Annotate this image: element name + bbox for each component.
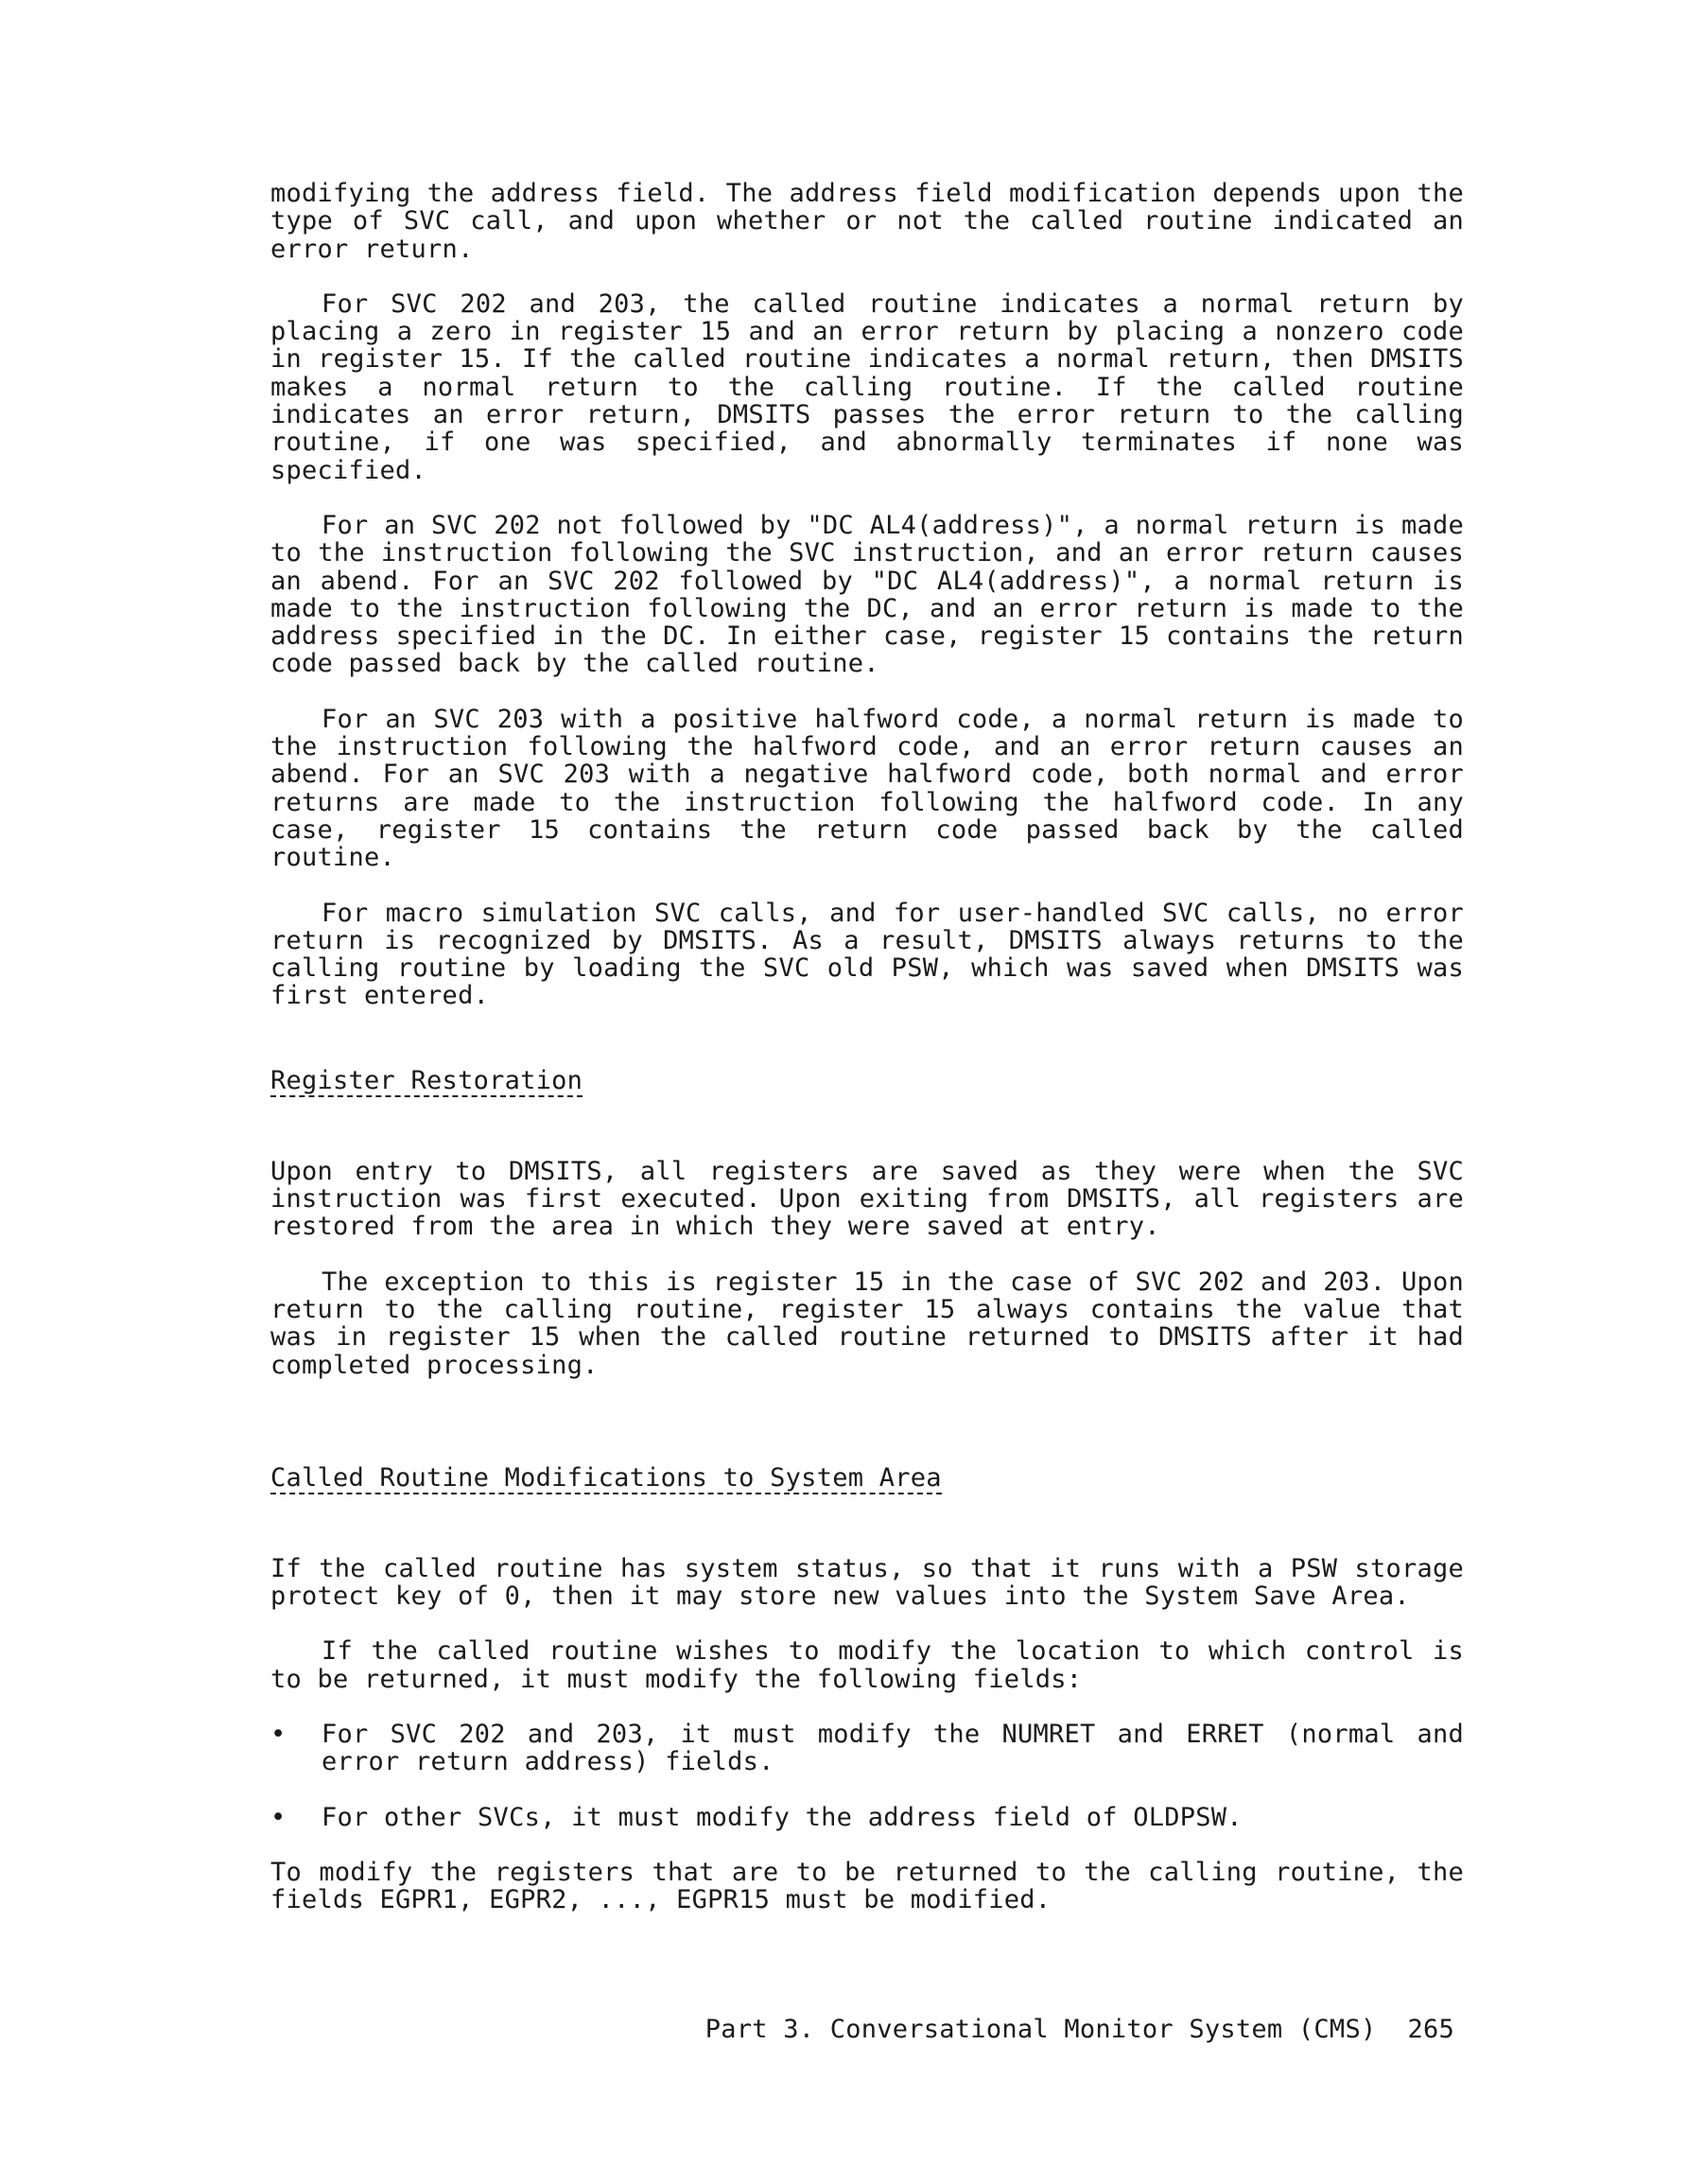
paragraph-svc-203-halfword: For an SVC 203 with a positive halfword code, a normal return is made to the instruction following the halfword code, and an error return causes an abend. For an SVC 203 with a negative halfword code, both normal and error returns are made to the instruction following the halfword code. In any case, register 15 contains the return code passed back by the called routine.	[270, 704, 1464, 873]
page-number: 265	[1407, 2015, 1454, 2044]
list-item	[270, 1804, 1464, 1831]
paragraph-exception-register-15: The exception to this is register 15 in the case of SVC 202 and 203. Upon return to the calling routine, register 15 always contains the value that was in register 15 when the called routine returned to DMSITS after it had completed processing.	[270, 1267, 1464, 1380]
section-heading: Called Routine Modifications to System Area	[270, 1462, 942, 1493]
paragraph-modify-location: If the called routine wishes to modify the location to which control is to be returned, it must modify the following fields:	[270, 1636, 1464, 1694]
section-register-restoration	[270, 1067, 1464, 1097]
list-item	[270, 1721, 1464, 1776]
footer-title: Part 3. Conversational Monitor System (CMS)	[704, 2015, 1377, 2044]
list-item-text: For SVC 202 and 203, it must modify the NUMRET and ERRET (normal and error return address) fields.	[322, 1719, 1464, 1777]
page-footer	[705, 2015, 1454, 2044]
section-heading: Register Restoration	[270, 1065, 583, 1095]
section-called-routine-modifications	[270, 1464, 1464, 1494]
paragraph-system-status: If the called routine has system status, so that it runs with a PSW storage protect key of 0, then it may store new values into the System Save Area.	[270, 1553, 1464, 1612]
paragraph-svc-202-dc: For an SVC 202 not followed by "DC AL4(address)", a normal return is made to the instruction following the SVC instruction, and an error return causes an abend. For an SVC 202 followed by "DC AL4(address)", a normal return is made to the instruction following the DC, and an error return is made to the address specified in the DC. In either case, register 15 contains the return code passed back by the called routine.	[270, 510, 1464, 679]
paragraph-address-field: modifying the address field. The address field modification depends upon the type of SVC call, and upon whether or not the called routine indicated an error return.	[270, 179, 1464, 264]
paragraph-macro-simulation: For macro simulation SVC calls, and for user-handled SVC calls, no error return is recognized by DMSITS. As a result, DMSITS always returns to the calling routine by loading the SVC old PSW, which was saved when DMSITS was first entered.	[270, 898, 1464, 1011]
paragraph-svc-202-203-return: For SVC 202 and 203, the called routine indicates a normal return by placing a zero in register 15 and an error return by placing a nonzero code in register 15. If the called routine indicates a normal return, then DMSITS makes a normal return to the calling routine. If the called routine indicates an error return, DMSITS passes the error return to the calling routine, if one was specified, and abnormally terminates if none was specified.	[270, 288, 1464, 485]
list-item-text: For other SVCs, it must modify the address field of OLDPSW.	[322, 1802, 1243, 1832]
paragraph-upon-entry: Upon entry to DMSITS, all registers are saved as they were when the SVC instruction was first executed. Upon exiting from DMSITS, all registers are restored from the area in which they were saved at entry.	[270, 1156, 1464, 1242]
bullet-icon: •	[270, 1719, 287, 1749]
document-page	[270, 180, 1464, 1941]
bullet-icon: •	[270, 1802, 287, 1832]
paragraph-modify-registers: To modify the registers that are to be returned to the calling routine, the fields EGPR1, EGPR2, ..., EGPR15 must be modified.	[270, 1857, 1464, 1915]
